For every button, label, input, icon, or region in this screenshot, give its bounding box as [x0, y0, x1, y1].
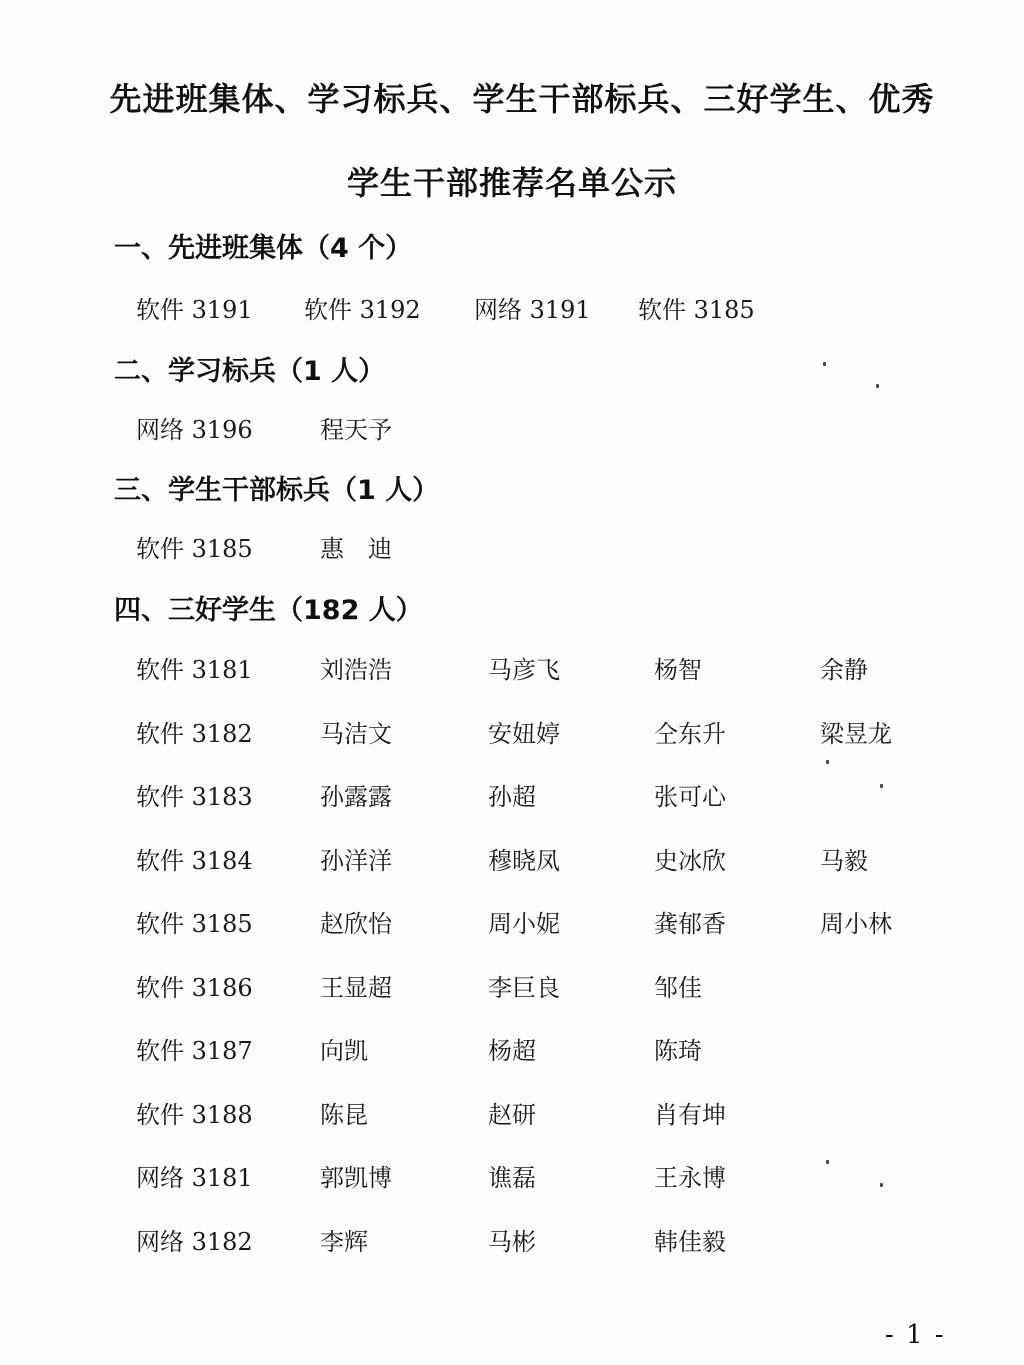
- section-heading-study-model: 二、学习标兵（1 人）: [114, 356, 386, 387]
- merit-row-class: 软件 3184: [136, 847, 253, 875]
- section-heading-merit-students: 四、三好学生（182 人）: [114, 595, 423, 626]
- merit-row-class: 软件 3186: [136, 974, 253, 1002]
- document-title-line-2: 学生干部推荐名单公示: [346, 164, 677, 202]
- study-model-row: [0, 410, 1024, 450]
- merit-student-name: 仝东升: [654, 720, 726, 748]
- merit-row-class: 网络 3181: [136, 1164, 253, 1192]
- merit-student-row: [0, 904, 1024, 944]
- merit-student-row: [0, 841, 1024, 881]
- merit-student-row: [0, 1222, 1024, 1262]
- scan-speck: [880, 784, 883, 788]
- study-model-class: 网络 3196: [136, 416, 253, 444]
- merit-student-row: [0, 714, 1024, 754]
- scan-speck: [826, 760, 829, 764]
- cadre-model-row: [0, 529, 1024, 569]
- merit-student-name: 周小妮: [488, 910, 560, 938]
- advanced-class-list: [0, 290, 1024, 330]
- merit-row-class: 软件 3181: [136, 656, 253, 684]
- merit-student-name: 杨智: [654, 656, 702, 684]
- merit-student-name: 史冰欣: [654, 847, 726, 875]
- merit-student-name: 孙超: [488, 783, 536, 811]
- section-heading-cadre-model: 三、学生干部标兵（1 人）: [114, 475, 440, 506]
- scan-speck: [876, 384, 879, 388]
- merit-student-name: 王永博: [654, 1164, 726, 1192]
- merit-student-name: 马彬: [488, 1228, 536, 1256]
- cadre-model-class: 软件 3185: [136, 535, 253, 563]
- merit-student-row: [0, 1095, 1024, 1135]
- merit-student-row: [0, 1158, 1024, 1198]
- merit-student-name: 李辉: [320, 1228, 368, 1256]
- merit-row-class: 软件 3182: [136, 720, 253, 748]
- advanced-class-item: 网络 3191: [474, 296, 591, 324]
- scan-speck: [826, 1160, 829, 1164]
- scan-speck: [823, 362, 826, 366]
- merit-student-name: 邹佳: [654, 974, 702, 1002]
- merit-student-name: 刘浩浩: [320, 656, 392, 684]
- merit-student-name: 周小林: [820, 910, 892, 938]
- merit-student-name: 向凯: [320, 1037, 368, 1065]
- advanced-class-item: 软件 3192: [304, 296, 421, 324]
- section-heading-advanced-class: 一、先进班集体（4 个）: [114, 233, 413, 264]
- advanced-class-item: 软件 3191: [136, 296, 253, 324]
- merit-student-name: 赵欣怡: [320, 910, 392, 938]
- merit-student-name: 马毅: [820, 847, 868, 875]
- advanced-class-item: 软件 3185: [638, 296, 755, 324]
- merit-student-name: 穆晓凤: [488, 847, 560, 875]
- merit-student-row: [0, 968, 1024, 1008]
- merit-student-name: 孙露露: [320, 783, 392, 811]
- merit-student-name: 陈琦: [654, 1037, 702, 1065]
- merit-row-class: 软件 3187: [136, 1037, 253, 1065]
- merit-student-name: 陈昆: [320, 1101, 368, 1129]
- study-model-name: 程天予: [320, 416, 392, 444]
- merit-student-name: 马洁文: [320, 720, 392, 748]
- merit-student-name: 龚郁香: [654, 910, 726, 938]
- document-title-line-1: 先进班集体、学习标兵、学生干部标兵、三好学生、优秀: [109, 80, 935, 118]
- merit-row-class: 软件 3183: [136, 783, 253, 811]
- merit-student-name: 谯磊: [488, 1164, 536, 1192]
- merit-row-class: 软件 3188: [136, 1101, 253, 1129]
- cadre-model-name: 惠 迪: [320, 535, 392, 563]
- merit-student-name: 王显超: [320, 974, 392, 1002]
- merit-row-class: 软件 3185: [136, 910, 253, 938]
- page-number: - 1 -: [885, 1320, 946, 1350]
- merit-student-row: [0, 777, 1024, 817]
- merit-student-name: 韩佳毅: [654, 1228, 726, 1256]
- merit-student-name: 郭凯博: [320, 1164, 392, 1192]
- merit-student-name: 马彦飞: [488, 656, 560, 684]
- merit-student-name: 孙洋洋: [320, 847, 392, 875]
- merit-student-row: [0, 650, 1024, 690]
- merit-student-name: 李巨良: [488, 974, 560, 1002]
- merit-student-name: 梁昱龙: [820, 720, 892, 748]
- merit-student-name: 余静: [820, 656, 868, 684]
- merit-student-name: 安妞婷: [488, 720, 560, 748]
- merit-student-name: 赵研: [488, 1101, 536, 1129]
- merit-row-class: 网络 3182: [136, 1228, 253, 1256]
- merit-student-name: 张可心: [654, 783, 726, 811]
- merit-student-name: 肖有坤: [654, 1101, 726, 1129]
- scan-speck: [880, 1183, 883, 1187]
- merit-student-name: 杨超: [488, 1037, 536, 1065]
- merit-student-row: [0, 1031, 1024, 1071]
